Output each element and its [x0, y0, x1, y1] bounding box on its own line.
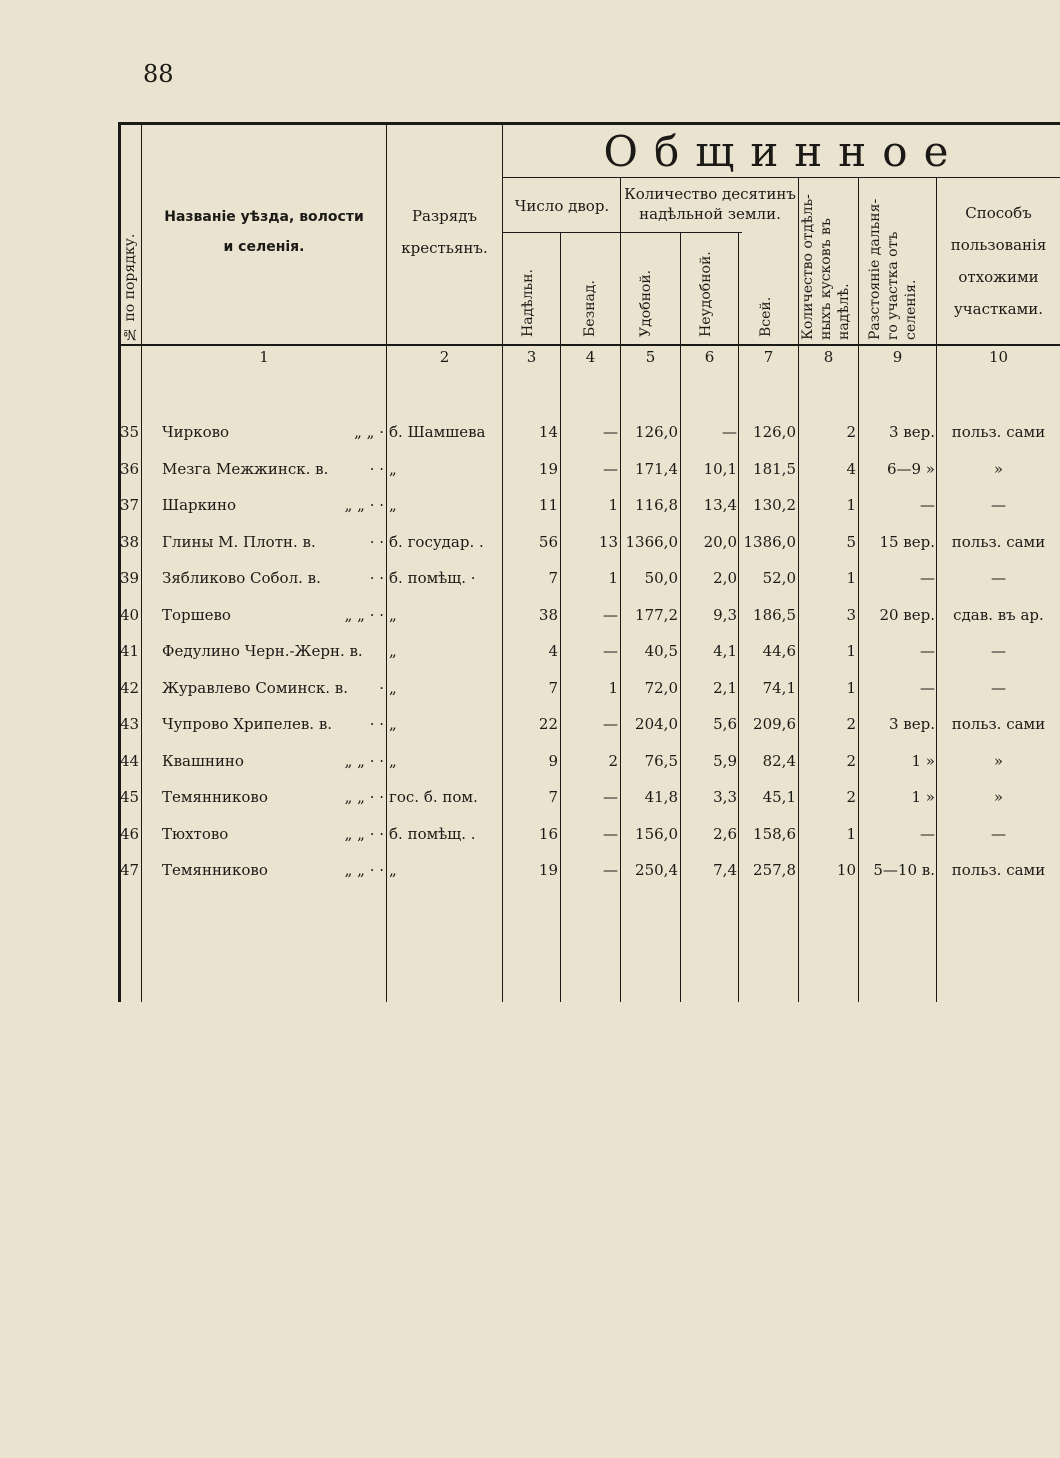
table-row: [118, 530, 1060, 560]
cell-land-arable: 204,0: [635, 715, 678, 733]
header-land-group: [621, 184, 799, 224]
cell-households-allotted: 56: [538, 532, 558, 551]
cell-households-landless: —: [603, 861, 618, 879]
cell-separate-plots: 1: [846, 569, 856, 587]
header-col-no: № по порядку.: [122, 233, 138, 342]
cell-category: б. Шамшева: [389, 423, 486, 441]
header-distance-line2: го участка отъ: [885, 231, 901, 340]
cell-distance: 20 вер.: [879, 605, 935, 624]
table-row: [118, 785, 1060, 815]
cell-category: б. государ. .: [389, 532, 484, 551]
cell-village-name: Шаркино: [162, 496, 237, 514]
header-plots-line3: надѣлѣ.: [836, 283, 852, 340]
cell-village-name: Торшево: [162, 605, 231, 624]
column-number: 8: [823, 348, 834, 366]
cell-land-total: 130,2: [753, 496, 796, 514]
cell-households-landless: 1: [608, 678, 618, 697]
cell-land-total: 181,5: [753, 459, 796, 478]
header-usage: [937, 197, 1060, 325]
table-row: [118, 749, 1060, 779]
cell-households-allotted: 4: [548, 642, 558, 660]
header-name-line1: Названіе уѣзда, волости: [164, 209, 364, 225]
cell-separate-plots: 1: [846, 642, 856, 660]
cell-village-name: Чирково: [162, 423, 230, 441]
cell-households-allotted: 22: [538, 715, 558, 733]
cell-separate-plots: 1: [846, 824, 856, 843]
cell-category: „: [389, 459, 397, 478]
cell-usage: —: [991, 642, 1006, 660]
cell-category: гос. б. пом.: [389, 788, 478, 806]
cell-village-name: Мезга Межжинск. в.: [162, 459, 329, 478]
cell-category: б. помѣщ. ·: [389, 569, 476, 587]
cell-land-nonarable: 5,6: [713, 715, 737, 733]
cell-distance: 1 »: [911, 751, 935, 770]
cell-distance: 5—10 в.: [873, 861, 935, 879]
cell-village-name: Журавлево Соминск. в.: [162, 678, 349, 697]
cell-land-nonarable: —: [722, 423, 737, 441]
cell-households-landless: —: [603, 605, 618, 624]
cell-row-number: 45: [119, 788, 140, 806]
cell-village-name: Зябликово Собол. в.: [162, 569, 321, 587]
table-row: [118, 566, 1060, 596]
cell-households-allotted: 7: [548, 569, 558, 587]
header-separate-plots: [800, 184, 856, 342]
cell-land-arable: 116,8: [635, 496, 678, 514]
cell-land-total: 186,5: [753, 605, 796, 624]
cell-land-arable: 1366,0: [625, 532, 678, 551]
cell-distance: —: [920, 569, 935, 587]
header-households-allotted: Надѣльн.: [520, 269, 536, 337]
cell-usage: —: [991, 496, 1006, 514]
cell-category: „: [389, 861, 397, 879]
cell-category: б. помѣщ. .: [389, 824, 476, 843]
page-number: 88: [143, 60, 174, 88]
subgroup-rule: [502, 232, 742, 233]
cell-land-arable: 40,5: [644, 642, 678, 660]
cell-usage: сдав. въ ар.: [953, 605, 1044, 624]
cell-ditto-marks: · ·: [369, 569, 384, 587]
cell-ditto-marks: ·: [379, 678, 384, 697]
column-number: 4: [585, 348, 596, 366]
header-name-line2: и селенія.: [223, 239, 305, 255]
cell-land-arable: 250,4: [635, 861, 678, 879]
header-land-line2: надѣльной земли.: [639, 205, 781, 223]
cell-distance: 15 вер.: [879, 532, 935, 551]
header-land-arable: Удобной.: [638, 269, 654, 337]
cell-category: „: [389, 642, 397, 660]
cell-distance: —: [920, 824, 935, 843]
cell-row-number: 44: [119, 751, 140, 770]
cell-distance: 3 вер.: [888, 715, 935, 733]
column-number: 1: [259, 348, 269, 366]
cell-row-number: 42: [119, 678, 140, 697]
cell-ditto-marks: „ „ · ·: [344, 605, 384, 624]
header-usage-line3: отхожими: [958, 268, 1039, 286]
table-row: [118, 493, 1060, 523]
cell-row-number: 39: [119, 569, 140, 587]
table-row: [118, 858, 1060, 888]
cell-households-landless: —: [603, 715, 618, 733]
cell-distance: 3 вер.: [888, 423, 935, 441]
header-col-category: [387, 200, 502, 264]
cell-usage: польз. сами: [951, 532, 1046, 551]
cell-households-allotted: 11: [538, 496, 558, 514]
cell-row-number: 37: [119, 496, 140, 514]
header-bottom-rule: [118, 344, 1060, 346]
header-distance-line1: Разстояніе дальня-: [867, 198, 883, 340]
cell-ditto-marks: · ·: [369, 532, 384, 551]
cell-distance: —: [920, 642, 935, 660]
cell-land-nonarable: 4,1: [713, 642, 737, 660]
cell-land-nonarable: 10,1: [703, 459, 737, 478]
cell-usage: »: [993, 459, 1004, 478]
table-row: [118, 712, 1060, 742]
cell-land-arable: 76,5: [644, 751, 678, 770]
cell-separate-plots: 4: [846, 459, 856, 478]
cell-separate-plots: 2: [846, 751, 856, 770]
cell-separate-plots: 1: [846, 678, 856, 697]
column-number: 9: [892, 348, 903, 366]
cell-row-number: 47: [119, 861, 140, 879]
cell-distance: 1 »: [911, 788, 935, 806]
table-top-rule: [118, 122, 1060, 125]
cell-separate-plots: 2: [846, 788, 856, 806]
header-households-group: Число двор.: [514, 197, 610, 215]
cell-households-landless: 1: [608, 496, 618, 514]
cell-village-name: Темянниково: [162, 788, 268, 806]
cell-row-number: 35: [119, 423, 140, 441]
cell-land-total: 209,6: [753, 715, 796, 733]
cell-row-number: 36: [119, 459, 140, 478]
table-row: [118, 603, 1060, 633]
cell-land-total: 44,6: [762, 642, 796, 660]
cell-usage: »: [993, 788, 1004, 806]
cell-separate-plots: 2: [846, 423, 856, 441]
cell-land-nonarable: 20,0: [703, 532, 737, 551]
cell-usage: —: [991, 569, 1006, 587]
cell-category: „: [389, 715, 397, 733]
cell-households-landless: —: [603, 824, 618, 843]
cell-households-landless: —: [603, 423, 618, 441]
cell-land-arable: 156,0: [635, 824, 678, 843]
cell-households-allotted: 38: [538, 605, 558, 624]
header-plots-line2: ныхъ кусковъ въ: [818, 218, 834, 340]
cell-land-nonarable: 9,3: [713, 605, 737, 624]
cell-land-total: 52,0: [762, 569, 796, 587]
cell-land-total: 74,1: [762, 678, 796, 697]
header-category-line2: крестьянъ.: [401, 239, 488, 257]
column-number: 6: [704, 348, 715, 366]
header-land-total: Всей.: [758, 296, 774, 337]
cell-households-landless: 13: [598, 532, 618, 551]
cell-ditto-marks: „ „ · ·: [344, 496, 384, 514]
table-row: [118, 822, 1060, 852]
cell-land-total: 126,0: [753, 423, 796, 441]
cell-ditto-marks: · ·: [369, 459, 384, 478]
title-underline: [502, 177, 1060, 178]
cell-households-allotted: 16: [538, 824, 558, 843]
cell-land-total: 257,8: [753, 861, 796, 879]
cell-households-allotted: 19: [538, 459, 558, 478]
cell-distance: —: [920, 496, 935, 514]
header-households-landless: Безнад.: [582, 280, 598, 337]
table-row: [118, 457, 1060, 487]
cell-village-name: Глины М. Плотн. в.: [162, 532, 316, 551]
cell-usage: польз. сами: [951, 423, 1046, 441]
cell-land-total: 1386,0: [743, 532, 796, 551]
section-title: Общинное: [603, 127, 965, 176]
column-number: 5: [645, 348, 656, 366]
cell-category: „: [389, 496, 397, 514]
cell-ditto-marks: „ „ · ·: [344, 861, 384, 879]
cell-category: „: [389, 678, 397, 697]
cell-usage: польз. сами: [951, 861, 1046, 879]
cell-ditto-marks: · ·: [369, 715, 384, 733]
cell-land-arable: 72,0: [644, 678, 678, 697]
cell-village-name: Темянниково: [162, 861, 268, 879]
header-plots-line1: Количество отдѣль-: [800, 194, 816, 340]
cell-village-name: Квашнино: [162, 751, 244, 770]
cell-row-number: 40: [119, 605, 140, 624]
cell-land-nonarable: 5,9: [713, 751, 737, 770]
header-usage-line1: Способъ: [965, 204, 1032, 222]
cell-land-total: 45,1: [762, 788, 796, 806]
cell-households-allotted: 19: [538, 861, 558, 879]
cell-village-name: Чупрово Хрипелев. в.: [162, 715, 333, 733]
column-number: 10: [988, 348, 1009, 366]
cell-land-arable: 171,4: [635, 459, 678, 478]
cell-households-allotted: 7: [548, 788, 558, 806]
column-number: 2: [439, 348, 450, 366]
cell-row-number: 38: [119, 532, 140, 551]
cell-distance: 6—9 »: [886, 459, 935, 478]
cell-row-number: 41: [119, 642, 140, 660]
cell-category: „: [389, 751, 397, 770]
cell-households-allotted: 9: [548, 751, 558, 770]
header-land-nonarable: Неудобной.: [698, 251, 714, 337]
header-usage-line4: участками.: [953, 300, 1044, 318]
cell-land-nonarable: 2,6: [713, 824, 737, 843]
cell-households-landless: 2: [608, 751, 618, 770]
cell-land-nonarable: 2,1: [713, 678, 737, 697]
cell-separate-plots: 10: [836, 861, 856, 879]
cell-households-allotted: 7: [548, 678, 558, 697]
cell-households-landless: 1: [608, 569, 618, 587]
column-number: 3: [526, 348, 537, 366]
cell-usage: —: [991, 678, 1006, 697]
cell-village-name: Тюхтово: [162, 824, 229, 843]
cell-separate-plots: 3: [846, 605, 856, 624]
cell-ditto-marks: „ „ · ·: [344, 788, 384, 806]
cell-land-arable: 50,0: [644, 569, 678, 587]
cell-land-nonarable: 13,4: [703, 496, 737, 514]
header-category-line1: Разрядъ: [411, 207, 478, 225]
cell-households-landless: —: [603, 642, 618, 660]
cell-row-number: 46: [119, 824, 140, 843]
cell-separate-plots: 1: [846, 496, 856, 514]
cell-land-nonarable: 3,3: [713, 788, 737, 806]
cell-usage: польз. сами: [951, 715, 1046, 733]
cell-households-landless: —: [603, 459, 618, 478]
header-land-line1: Количество десятинъ: [624, 185, 796, 203]
cell-separate-plots: 5: [846, 532, 856, 551]
cell-ditto-marks: „ „ ·: [354, 423, 384, 441]
cell-ditto-marks: „ „ · ·: [344, 824, 384, 843]
cell-usage: »: [993, 751, 1004, 770]
cell-land-total: 158,6: [753, 824, 796, 843]
header-usage-line2: пользованія: [950, 236, 1047, 254]
cell-row-number: 43: [119, 715, 140, 733]
cell-separate-plots: 2: [846, 715, 856, 733]
cell-ditto-marks: „ „ · ·: [344, 751, 384, 770]
cell-land-arable: 126,0: [635, 423, 678, 441]
cell-village-name: Федулино Черн.-Жерн. в.: [162, 642, 363, 660]
header-col-name: [142, 202, 386, 262]
header-distance: [867, 184, 933, 342]
cell-usage: —: [991, 824, 1006, 843]
table-row: [118, 420, 1060, 450]
cell-distance: —: [920, 678, 935, 697]
cell-land-arable: 41,8: [644, 788, 678, 806]
table-row: [118, 639, 1060, 669]
cell-category: „: [389, 605, 397, 624]
header-distance-line3: селенія.: [903, 279, 919, 340]
cell-households-landless: —: [603, 788, 618, 806]
cell-land-arable: 177,2: [635, 605, 678, 624]
table-row: [118, 676, 1060, 706]
statistics-table: [118, 122, 1060, 1002]
cell-land-nonarable: 7,4: [713, 861, 737, 879]
cell-households-allotted: 14: [538, 423, 558, 441]
cell-land-nonarable: 2,0: [713, 569, 737, 587]
cell-land-total: 82,4: [762, 751, 796, 770]
column-number: 7: [763, 348, 774, 366]
